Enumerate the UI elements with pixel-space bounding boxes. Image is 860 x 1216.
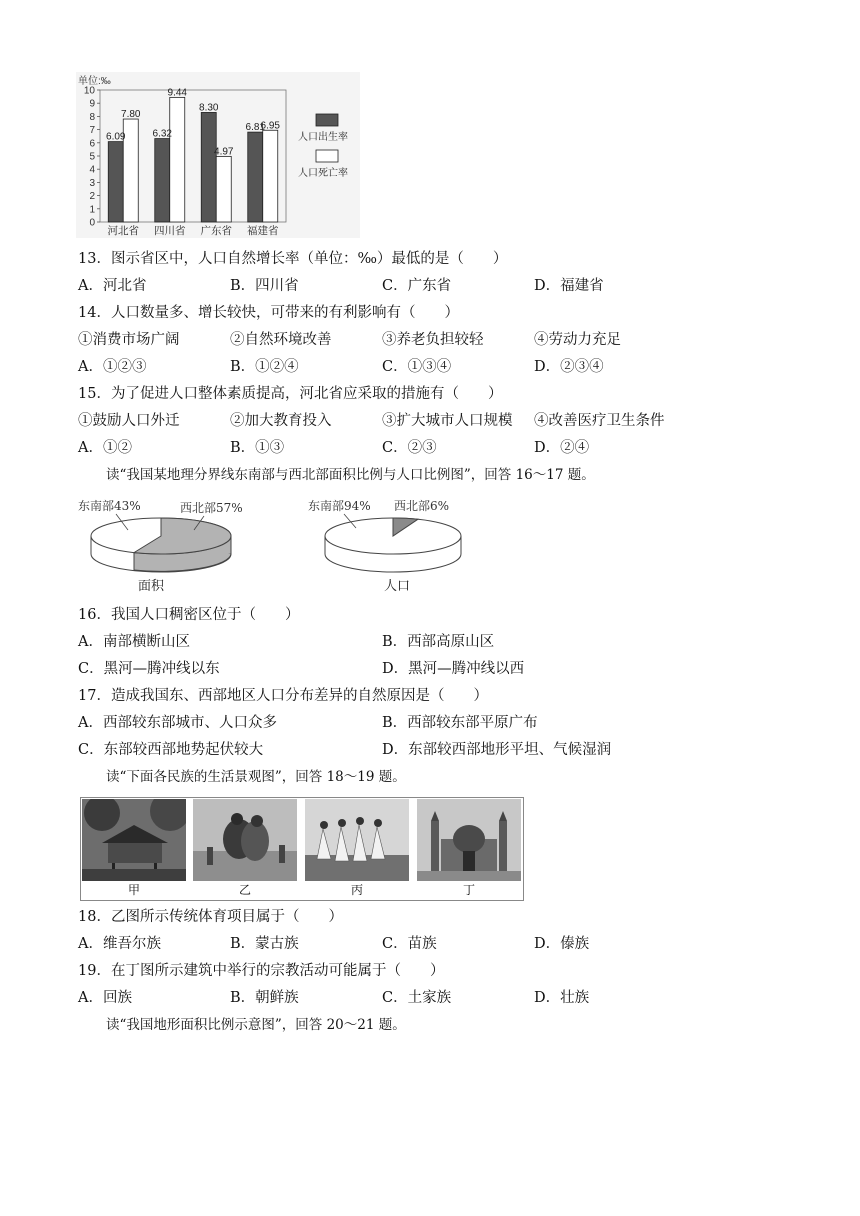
bar bbox=[248, 132, 263, 222]
q17-option-b[interactable]: B．西部较东部平原广布 bbox=[382, 715, 538, 731]
q15-option-d[interactable]: D．②④ bbox=[534, 440, 590, 456]
photo-caption-jia: 甲 bbox=[127, 883, 140, 897]
legend-label: 人口死亡率 bbox=[298, 168, 348, 179]
photo-caption-ding: 丁 bbox=[462, 883, 475, 897]
q15-item-3: ③扩大城市人口规模 bbox=[382, 413, 513, 429]
q13-option-a[interactable]: A．河北省 bbox=[78, 278, 147, 294]
q18-option-b[interactable]: B．蒙古族 bbox=[230, 936, 299, 952]
q18-option-d[interactable]: D．傣族 bbox=[534, 936, 590, 952]
bar bbox=[108, 142, 123, 222]
q14-item-2: ②自然环境改善 bbox=[230, 332, 332, 348]
question-17-stem: 17．造成我国东、西部地区人口分布差异的自然原因是（ ） bbox=[78, 688, 488, 704]
q15-item-4: ④改善医疗卫生条件 bbox=[534, 413, 665, 429]
question-19-stem: 19．在丁图所示建筑中举行的宗教活动可能属于（ ） bbox=[78, 963, 445, 979]
bar-value-label: 7.80 bbox=[121, 109, 141, 121]
y-tick-label: 6 bbox=[89, 138, 95, 150]
bar-chart bbox=[76, 72, 360, 238]
y-tick-label: 3 bbox=[89, 177, 95, 189]
y-tick-label: 0 bbox=[89, 217, 95, 229]
q15-option-a[interactable]: A．①② bbox=[78, 440, 132, 456]
y-tick-label: 5 bbox=[89, 151, 95, 163]
q13-option-b[interactable]: B．四川省 bbox=[230, 278, 299, 294]
q19-option-a[interactable]: A．回族 bbox=[78, 990, 132, 1006]
x-tick-label: 河北省 bbox=[107, 225, 139, 237]
q18-option-c[interactable]: C．苗族 bbox=[382, 936, 437, 952]
q16-option-a[interactable]: A．南部横断山区 bbox=[78, 634, 190, 650]
population-left-label: 东南部94% bbox=[308, 499, 371, 513]
question-18-stem: 18．乙图所示传统体育项目属于（ ） bbox=[78, 909, 343, 925]
bar-value-label: 4.97 bbox=[214, 146, 234, 158]
q17-option-a[interactable]: A．西部较东部城市、人口众多 bbox=[78, 715, 277, 731]
legend-swatch bbox=[316, 114, 338, 126]
bar-value-label: 6.81 bbox=[245, 122, 265, 134]
area-right-label: 西北部57% bbox=[180, 501, 243, 515]
y-tick-label: 1 bbox=[89, 204, 95, 216]
bar-value-label: 6.09 bbox=[106, 131, 126, 143]
bar-value-label: 9.44 bbox=[167, 87, 187, 99]
q17-option-c[interactable]: C．东部较西部地势起伏较大 bbox=[78, 742, 264, 758]
x-tick-label: 四川省 bbox=[154, 225, 186, 237]
q14-option-b[interactable]: B．①②④ bbox=[230, 359, 299, 375]
q19-option-c[interactable]: C．土家族 bbox=[382, 990, 452, 1006]
q13-option-c[interactable]: C．广东省 bbox=[382, 278, 452, 294]
q14-item-4: ④劳动力充足 bbox=[534, 332, 621, 348]
y-tick-label: 4 bbox=[89, 164, 95, 176]
area-pie-diagram bbox=[76, 492, 246, 596]
q13-option-d[interactable]: D．福建省 bbox=[534, 278, 604, 294]
question-15-stem: 15．为了促进人口整体素质提高，河北省应采取的措施有（ ） bbox=[78, 386, 503, 402]
y-tick-label: 7 bbox=[89, 125, 95, 137]
y-tick-label: 9 bbox=[89, 98, 95, 110]
q16-option-c[interactable]: C．黑河—腾冲线以东 bbox=[78, 661, 220, 677]
bar bbox=[201, 112, 216, 222]
photo-bing-dance bbox=[305, 799, 409, 881]
q14-option-c[interactable]: C．①③④ bbox=[382, 359, 452, 375]
q18-option-a[interactable]: A．维吾尔族 bbox=[78, 936, 161, 952]
question-13-stem: 13．图示省区中，人口自然增长率（单位：‰）最低的是（ ） bbox=[78, 251, 508, 267]
area-left-label: 东南部43% bbox=[78, 499, 141, 513]
q19-option-b[interactable]: B．朝鲜族 bbox=[230, 990, 299, 1006]
bar-value-label: 6.95 bbox=[260, 120, 280, 132]
photo-caption-bing: 丙 bbox=[350, 883, 363, 897]
q15-option-b[interactable]: B．①③ bbox=[230, 440, 285, 456]
population-right-label: 西北部6% bbox=[394, 499, 450, 513]
q15-option-c[interactable]: C．②③ bbox=[382, 440, 437, 456]
photo-yi-wrestling bbox=[193, 799, 297, 881]
y-tick-label: 10 bbox=[83, 85, 95, 97]
q15-item-2: ②加大教育投入 bbox=[230, 413, 332, 429]
q14-item-1: ①消费市场广阔 bbox=[78, 332, 180, 348]
bar-value-label: 6.32 bbox=[152, 128, 172, 140]
q14-option-a[interactable]: A．①②③ bbox=[78, 359, 147, 375]
q19-option-d[interactable]: D．壮族 bbox=[534, 990, 590, 1006]
chart-unit-label: 单位:‰ bbox=[78, 76, 111, 87]
population-caption: 人口 bbox=[384, 579, 411, 594]
bar bbox=[216, 156, 231, 222]
area-caption: 面积 bbox=[138, 579, 165, 594]
bar bbox=[170, 97, 185, 222]
legend-swatch bbox=[316, 150, 338, 162]
x-tick-label: 广东省 bbox=[200, 225, 232, 237]
q16-option-b[interactable]: B．西部高原山区 bbox=[382, 634, 495, 650]
photo-caption-yi: 乙 bbox=[238, 883, 251, 897]
q14-option-d[interactable]: D．②③④ bbox=[534, 359, 604, 375]
q16-option-d[interactable]: D．黑河—腾冲线以西 bbox=[382, 661, 525, 677]
bar-value-label: 8.30 bbox=[199, 102, 219, 114]
q14-item-3: ③养老负担较轻 bbox=[382, 332, 484, 348]
q17-option-d[interactable]: D．东部较西部地形平坦、气候湿润 bbox=[382, 742, 612, 758]
intro-18-19: 读“下面各民族的生活景观图”，回答 18～19 题。 bbox=[106, 769, 406, 785]
legend-label: 人口出生率 bbox=[298, 132, 348, 143]
intro-20-21: 读“我国地形面积比例示意图”，回答 20～21 题。 bbox=[106, 1017, 406, 1033]
bar bbox=[263, 130, 278, 222]
bar bbox=[155, 139, 170, 222]
photo-ding-mosque bbox=[417, 799, 521, 881]
q15-item-1: ①鼓励人口外迁 bbox=[78, 413, 180, 429]
y-tick-label: 2 bbox=[89, 191, 95, 203]
y-tick-label: 8 bbox=[89, 111, 95, 123]
intro-16-17: 读“我国某地理分界线东南部与西北部面积比例与人口比例图”，回答 16～17 题。 bbox=[106, 467, 595, 483]
question-16-stem: 16．我国人口稠密区位于（ ） bbox=[78, 607, 300, 623]
population-pie-diagram bbox=[306, 492, 480, 596]
bar bbox=[123, 119, 138, 222]
question-14-stem: 14．人口数量多、增长较快，可带来的有利影响有（ ） bbox=[78, 305, 459, 321]
x-tick-label: 福建省 bbox=[247, 225, 279, 237]
photo-jia-stilt-house bbox=[82, 799, 186, 881]
